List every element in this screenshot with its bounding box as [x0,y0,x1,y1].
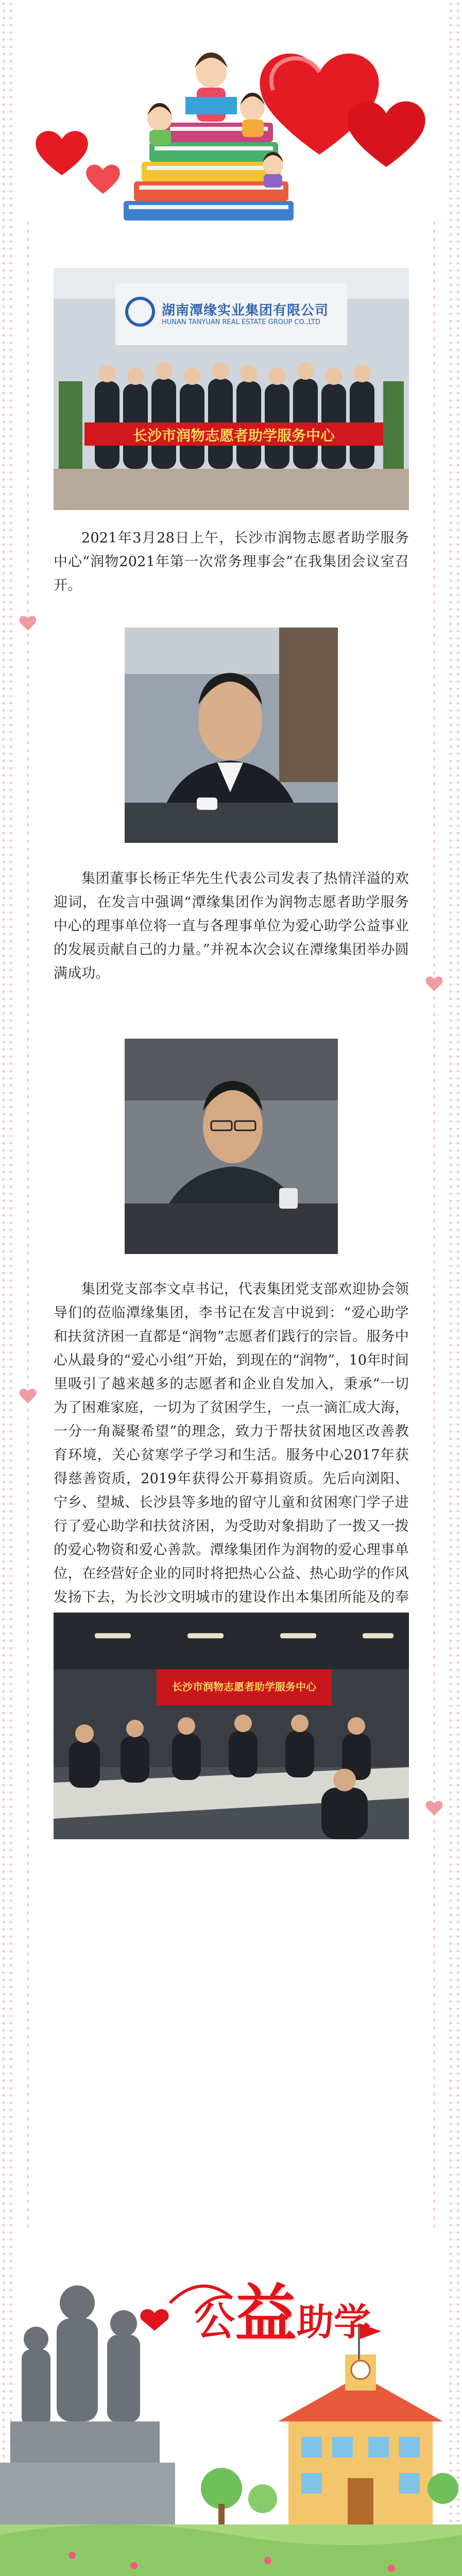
child-sitting-icon [263,152,283,188]
heart-icon [86,165,120,194]
child-sitting-icon [147,103,172,145]
meeting-banner: 长沙市润物志愿者助学服务中心 [172,1681,316,1693]
school-building-icon [278,2324,443,2530]
footer-title [196,2264,371,2350]
header-illustration [31,10,433,237]
heart-icon [36,131,88,175]
heart-icon [347,101,425,167]
volunteer-banner: 长沙市润物志愿者助学服务中心 [132,427,335,444]
child-sitting-icon [240,93,265,137]
footer-title-part1: 公 [196,2298,235,2344]
company-sign-text: 湖南潭缘实业集团有限公司 [162,303,329,318]
group-photo [54,268,409,510]
paragraph-intro: 2021年3月28日上午，长沙市润物志愿者助学服务中心“润物2021年第一次常务理事会”在我集团会议室召开。 [54,530,409,594]
paragraph-chairman: 集团董事长杨正华先生代表公司发表了热情洋溢的欢迎词，在发言中强调“潭缘集团作为润物志愿者助学服务中心的理事单位将一直与各理事单位为爱心助学公益事业的发展贡献自己的力量。”并祝本次会议在潭缘集团举办圆满成功。 [54,871,409,981]
child-reading-icon [185,53,237,122]
paragraph-secretary: 集团党支部李文卓书记，代表集团党支部欢迎协会领导们的莅临潭缘集团，李书记在发言中说到：“爱心助学和扶贫济困一直都是“润物”志愿者们践行的宗旨。服务中心从最身的“爱心小组”开始，到现在的“润物”，10年时间里吸引了越来越多的志愿者和企业自发加入，秉承“一切为了困难家庭，一切为了贫困学生，一点一滴汇成大海，一分一角凝聚希望”的理念，致力于帮扶贫困地区改善教育环境，关心贫寒学子学习和生活。服务中心2017年获得慈善资质，2019年获得公开募捐资质。先后向浏阳、宁乡、望城、长沙县等多地的留守儿童和贫困寒门学子进行了爱心助学和扶贫济困，为受助对象捐助了一拨又一拨的爱心物资和爱心善款。潭缘集团作为润物的爱心理事单位，在经营好企业的同时将把热心公益、热心助学的作风发扬下去，为长沙文明城市的建设作出本集团所能及的奉 [54,1281,409,1605]
meeting-room-photo [54,1613,409,1839]
secretary-speaking-photo [125,1039,338,1254]
company-sign-english: HUNAN TANYUAN REAL ESTATE GROUP CO.,LTD [162,318,320,326]
chairman-speaking-photo [125,628,338,843]
footer-title-part3: 助学 [297,2300,371,2344]
footer-title-part2: 益 [235,2278,297,2350]
